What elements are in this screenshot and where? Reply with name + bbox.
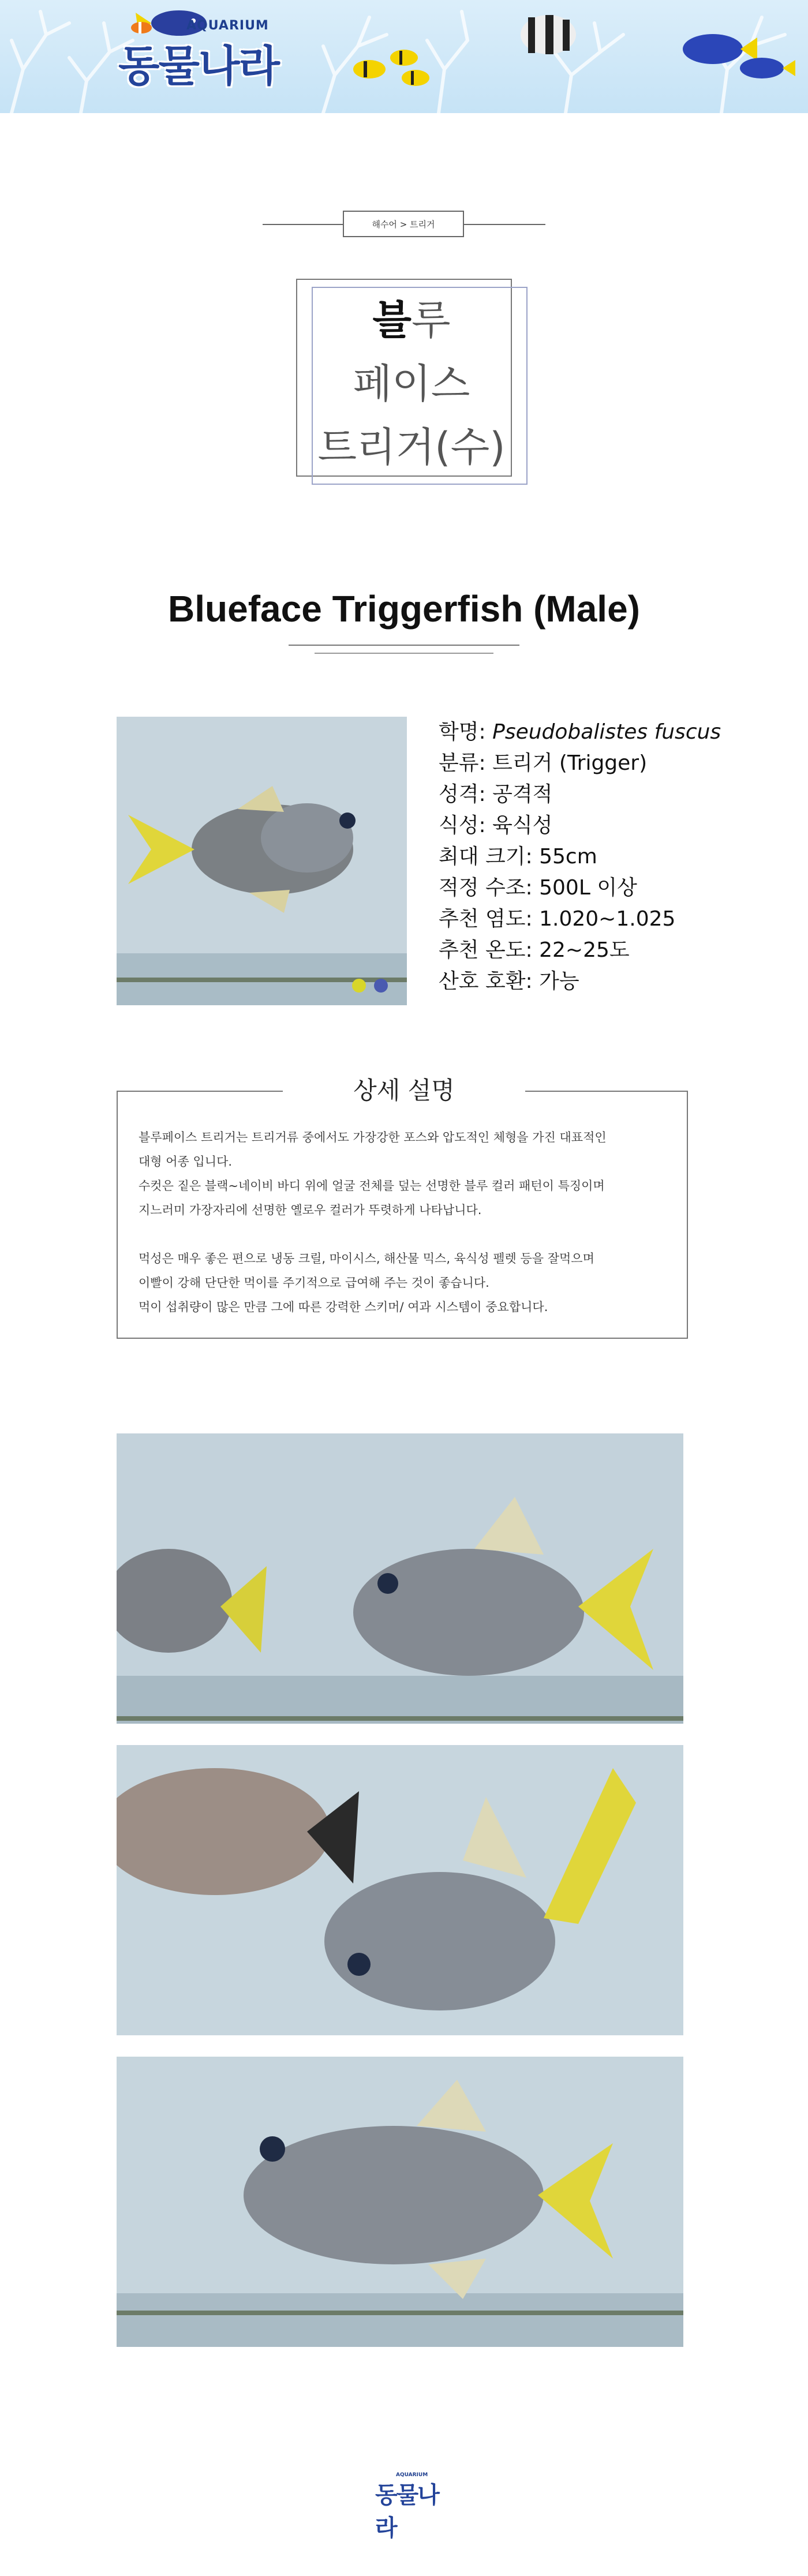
regal-tang-fish-illustration [683, 34, 795, 78]
product-title-korean [296, 289, 527, 479]
top-banner [0, 0, 808, 113]
gallery-photo-2 [117, 1745, 683, 2035]
logo-subtitle: AQUARIUM [186, 18, 269, 33]
detail-line: 이빨이 강해 단단한 먹이를 주기적으로 급여해 주는 것이 좋습니다. [139, 1276, 489, 1290]
footer-logo-title: 동물나라 [375, 2482, 439, 2541]
title-line2: 페이스 [353, 360, 470, 407]
triggerfish-photo-illustration [117, 2057, 683, 2347]
detail-description-text [139, 1125, 669, 1319]
detail-line: 먹성은 매우 좋은 편으로 냉동 크릴, 마이시스, 해산물 믹스, 육식성 펠렛 등을 잘먹으며 [139, 1252, 594, 1265]
yellow-fish-illustration [353, 50, 429, 86]
footer-logo[interactable] [369, 2472, 439, 2541]
detail-line: 블루페이스 트리거는 트리거류 중에서도 가장강한 포스와 압도적인 체형을 가진 대표적인 [139, 1130, 607, 1144]
product-title-english: Blueface Triggerfish (Male) [168, 588, 640, 630]
title-first-char: 블 [372, 297, 412, 344]
site-logo[interactable] [118, 16, 291, 91]
spec-row-max-size: 최대 크기: 55cm [439, 845, 597, 868]
triggerfish-photo-illustration [117, 1745, 683, 2035]
footer-logo-subtitle: AQUARIUM [396, 2472, 428, 2478]
logo-title: 동물나라 [118, 42, 279, 91]
detail-line: 먹이 섭취량이 많은 만큼 그에 따른 강력한 스키머/ 여과 시스템이 중요합니다. [139, 1300, 548, 1314]
spec-row-tank-size: 적정 수조: 500L 이상 [439, 876, 637, 900]
spec-row-temperament: 성격: 공격적 [439, 782, 553, 806]
breadcrumb-line-right [463, 224, 545, 225]
color-swatch-yellow[interactable] [352, 979, 366, 993]
title-underline-short [315, 653, 493, 654]
title-line1-rest: 루 [412, 297, 451, 344]
title-underline-long [289, 645, 519, 646]
title-line3: 트리거(수) [317, 424, 506, 471]
spec-row-temperature: 추천 온도: 22~25도 [439, 938, 630, 962]
color-swatch-blue[interactable] [374, 979, 388, 993]
gallery-photo-1 [117, 1433, 683, 1724]
spec-row-salinity: 추천 염도: 1.020~1.025 [439, 907, 676, 931]
spec-row-diet: 식성: 육식성 [439, 814, 553, 837]
spec-row-category: 분류: 트리거 (Trigger) [439, 751, 648, 775]
striped-fish-illustration [521, 15, 576, 54]
detail-heading: 상세 설명 [283, 1073, 525, 1108]
spec-row-scientific-name: 학명: Pseudobalistes fuscus [439, 720, 721, 744]
triggerfish-photo-illustration [117, 1433, 683, 1724]
detail-line: 지느러미 가장자리에 선명한 옐로우 컬러가 뚜렷하게 나타납니다. [139, 1203, 482, 1217]
detail-line: 대형 어종 입니다. [139, 1155, 233, 1169]
breadcrumb[interactable]: 해수어 > 트리거 [343, 211, 464, 237]
spec-list [439, 717, 762, 997]
triggerfish-photo-illustration [117, 717, 407, 1005]
spec-row-reef-safe: 산호 호환: 가능 [439, 969, 579, 993]
gallery-photo-3 [117, 2057, 683, 2347]
product-main-photo [117, 717, 407, 1005]
paragraph-gap [139, 1222, 669, 1246]
detail-line: 수컷은 짙은 블랙~네이비 바디 위에 얼굴 전체를 덮는 선명한 블루 컬러 패턴이 특징이며 [139, 1179, 605, 1193]
breadcrumb-line-left [263, 224, 343, 225]
